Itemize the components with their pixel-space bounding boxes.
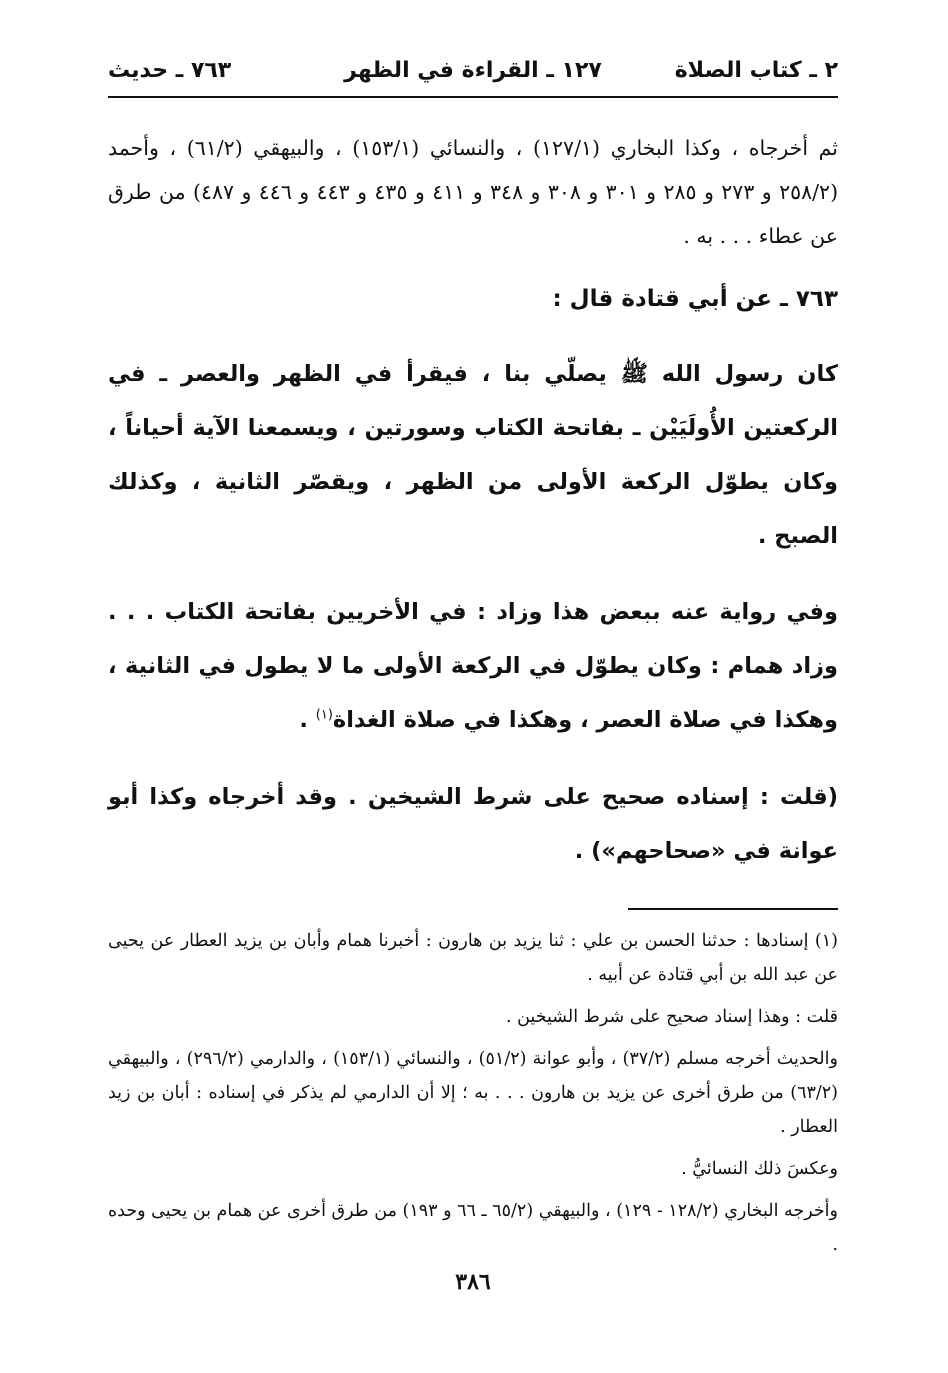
footnote-line: والحديث أخرجه مسلم (٣٧/٢) ، وأبو عوانة (٥١/٢) ، والنسائي (١٥٣/١) ، والدارمي (٢٩٦/٢) ، والبيهقي (٦٣/٢) من طرق أخرى عن يزيد بن هارون . . . به ؛ إلا أن الدارمي لم يذكر في إسناده : أبان بن زيد العطار . [108,1048,838,1137]
header-book-title: ٢ ـ كتاب الصلاة [674,58,838,83]
author-note: (قلت : إسناده صحيح على شرط الشيخين . وقد أخرجاه وكذا أبو عوانة في «صحاحهم») . [108,783,838,864]
footnote-reference: (١) [315,707,333,723]
footnote-line: (١) إسنادها : حدثنا الحسن بن علي : ثنا يزيد بن هارون : أخبرنا همام وأبان بن يزيد العطار عن يحيى عن عبد الله بن أبي قتادة عن أبيه . [108,930,838,985]
footnote-line: وعكسَ ذلك النسائيُّ . [681,1158,838,1179]
footnotes [108,924,838,1262]
hadith-variant-end: . [299,707,316,733]
hadith-variant-text: وفي رواية عنه ببعض هذا وزاد : في الأخريين بفاتحة الكتاب . . . وزاد همام : وكان يطوّل في الركعة الأولى ما لا يطول في الثانية ، وهكذا في صلاة العصر ، وهكذا في صلاة الغداة [108,599,838,733]
footnote-separator [628,908,838,910]
hadith-text: كان رسول الله ﷺ يصلّي بنا ، فيقرأ في الظهر والعصر ـ في الركعتين الأُولَيَيْن ـ بفاتحة الكتاب وسورتين ، ويسمعنا الآية أحياناً ، وكان يطوّل الركعة الأولى من الظهر ، ويقصّر الثانية ، وكذلك الصبح . [108,360,838,549]
hadith-heading: ٧٦٣ ـ عن أبي قتادة قال : [552,285,838,312]
hadith-variant [108,585,838,747]
footnote-line: قلت : وهذا إسناد صحيح على شرط الشيخين . [505,1006,838,1027]
header-hadith-number: ٧٦٣ ـ حديث [108,58,232,83]
page-number: ٣٨٦ [455,1269,491,1295]
header-chapter-title: ١٢٧ ـ القراءة في الظهر [344,58,602,83]
header-rule [108,96,838,98]
running-header [108,52,838,98]
footnote-line: وأخرجه البخاري (١٢٨/٢ - ١٢٩) ، والبيهقي (٦٥/٢ ـ ٦٦ و ١٩٣) من طرق أخرى عن همام بن يحيى وحده . [108,1200,838,1255]
intro-paragraph: ثم أخرجاه ، وكذا البخاري (١٢٧/١) ، والنسائي (١٥٣/١) ، والبيهقي (٦١/٢) ، وأحمد (٢٥٨/٢ و ٢٧٣ و ٢٨٥ و ٣٠١ و ٣٠٨ و ٣٤٨ و ٤١١ و ٤٣٥ و ٤٤٣ و ٤٤٦ و ٤٨٧) من طرق عن عطاء . . . به . [108,136,839,248]
book-page [108,52,838,1342]
